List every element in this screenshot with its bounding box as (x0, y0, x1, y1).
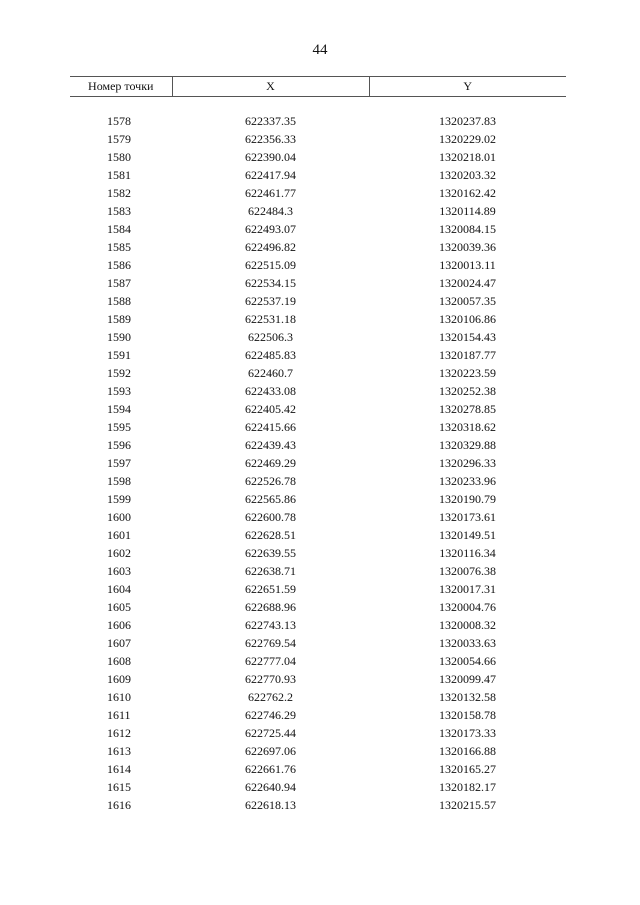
point-number-cell: 1591 (107, 348, 131, 362)
y-cell: 1320182.17 (439, 780, 496, 794)
point-number-cell: 1579 (107, 132, 131, 146)
y-cell: 1320252.38 (439, 384, 496, 398)
x-cell: 622762.2 (248, 690, 293, 704)
table-row (70, 184, 566, 202)
table-row (70, 166, 566, 184)
x-cell: 622390.04 (245, 150, 296, 164)
point-number-cell: 1610 (107, 690, 131, 704)
y-cell: 1320106.86 (439, 312, 496, 326)
point-number-cell: 1608 (107, 654, 131, 668)
y-cell: 1320203.32 (439, 168, 496, 182)
x-cell: 622531.18 (245, 312, 296, 326)
point-number-cell: 1595 (107, 420, 131, 434)
x-cell: 622725.44 (245, 726, 296, 740)
table-row (70, 724, 566, 742)
y-cell: 1320233.96 (439, 474, 496, 488)
x-cell: 622743.13 (245, 618, 296, 632)
point-number-cell: 1613 (107, 744, 131, 758)
x-cell: 622337.35 (245, 114, 296, 128)
point-number-cell: 1614 (107, 762, 131, 776)
table-row (70, 346, 566, 364)
table-row (70, 418, 566, 436)
point-number-cell: 1602 (107, 546, 131, 560)
x-cell: 622484.3 (248, 204, 293, 218)
point-number-cell: 1586 (107, 258, 131, 272)
x-cell: 622697.06 (245, 744, 296, 758)
table-row (70, 274, 566, 292)
y-cell: 1320296.33 (439, 456, 496, 470)
x-cell: 622433.08 (245, 384, 296, 398)
table-row (70, 562, 566, 580)
point-number-cell: 1603 (107, 564, 131, 578)
point-number-cell: 1592 (107, 366, 131, 380)
y-cell: 1320076.38 (439, 564, 496, 578)
x-cell: 622638.71 (245, 564, 296, 578)
point-number-cell: 1587 (107, 276, 131, 290)
x-cell: 622526.78 (245, 474, 296, 488)
coordinates-table (70, 76, 566, 814)
table-row (70, 112, 566, 130)
x-cell: 622600.78 (245, 510, 296, 524)
x-cell: 622746.29 (245, 708, 296, 722)
table-row (70, 292, 566, 310)
point-number-cell: 1607 (107, 636, 131, 650)
y-cell: 1320017.31 (439, 582, 496, 596)
point-number-cell: 1598 (107, 474, 131, 488)
y-cell: 1320008.32 (439, 618, 496, 632)
table-row (70, 616, 566, 634)
y-cell: 1320024.47 (439, 276, 496, 290)
table-row (70, 454, 566, 472)
y-cell: 1320223.59 (439, 366, 496, 380)
point-number-cell: 1578 (107, 114, 131, 128)
point-number-cell: 1589 (107, 312, 131, 326)
y-cell: 1320099.47 (439, 672, 496, 686)
y-cell: 1320084.15 (439, 222, 496, 236)
table-row (70, 382, 566, 400)
y-cell: 1320132.58 (439, 690, 496, 704)
y-cell: 1320039.36 (439, 240, 496, 254)
point-number-cell: 1594 (107, 402, 131, 416)
point-number-cell: 1604 (107, 582, 131, 596)
x-cell: 622688.96 (245, 600, 296, 614)
y-cell: 1320013.11 (439, 258, 496, 272)
point-number-cell: 1597 (107, 456, 131, 470)
point-number-cell: 1588 (107, 294, 131, 308)
point-number-cell: 1590 (107, 330, 131, 344)
table-row (70, 400, 566, 418)
x-cell: 622496.82 (245, 240, 296, 254)
x-cell: 622405.42 (245, 402, 296, 416)
y-cell: 1320004.76 (439, 600, 496, 614)
x-cell: 622493.07 (245, 222, 296, 236)
y-cell: 1320329.88 (439, 438, 496, 452)
table-body (70, 112, 566, 814)
table-row (70, 472, 566, 490)
point-number-cell: 1583 (107, 204, 131, 218)
table-row (70, 220, 566, 238)
y-cell: 1320215.57 (439, 798, 496, 812)
table-row (70, 796, 566, 814)
table-row (70, 742, 566, 760)
y-cell: 1320165.27 (439, 762, 496, 776)
x-cell: 622506.3 (248, 330, 293, 344)
table-row (70, 238, 566, 256)
x-cell: 622565.86 (245, 492, 296, 506)
table-row (70, 544, 566, 562)
table-row (70, 526, 566, 544)
x-cell: 622515.09 (245, 258, 296, 272)
table-row (70, 760, 566, 778)
x-cell: 622439.43 (245, 438, 296, 452)
point-number-cell: 1605 (107, 600, 131, 614)
point-number-cell: 1600 (107, 510, 131, 524)
x-cell: 622461.77 (245, 186, 296, 200)
y-cell: 1320166.88 (439, 744, 496, 758)
x-cell: 622356.33 (245, 132, 296, 146)
point-number-cell: 1615 (107, 780, 131, 794)
y-cell: 1320218.01 (439, 150, 496, 164)
y-cell: 1320190.79 (439, 492, 496, 506)
table-row (70, 436, 566, 454)
table-row (70, 148, 566, 166)
table-row (70, 634, 566, 652)
table-header (70, 77, 566, 97)
table-row (70, 328, 566, 346)
y-cell: 1320229.02 (439, 132, 496, 146)
x-cell: 622469.29 (245, 456, 296, 470)
table-row (70, 580, 566, 598)
x-cell: 622618.13 (245, 798, 296, 812)
y-cell: 1320162.42 (439, 186, 496, 200)
x-cell: 622460.7 (248, 366, 293, 380)
x-cell: 622537.19 (245, 294, 296, 308)
y-cell: 1320154.43 (439, 330, 496, 344)
table-row (70, 130, 566, 148)
x-cell: 622639.55 (245, 546, 296, 560)
y-cell: 1320033.63 (439, 636, 496, 650)
y-cell: 1320237.83 (439, 114, 496, 128)
table-row (70, 778, 566, 796)
x-cell: 622628.51 (245, 528, 296, 542)
table-row (70, 688, 566, 706)
point-number-cell: 1609 (107, 672, 131, 686)
point-number-cell: 1612 (107, 726, 131, 740)
table-row (70, 652, 566, 670)
header-spacer (70, 97, 566, 113)
point-number-cell: 1599 (107, 492, 131, 506)
x-cell: 622417.94 (245, 168, 296, 182)
x-cell: 622640.94 (245, 780, 296, 794)
y-cell: 1320116.34 (439, 546, 496, 560)
point-number-cell: 1611 (107, 708, 131, 722)
y-cell: 1320173.33 (439, 726, 496, 740)
point-number-cell: 1593 (107, 384, 131, 398)
x-cell: 622777.04 (245, 654, 296, 668)
point-number-cell: 1606 (107, 618, 131, 632)
y-cell: 1320054.66 (439, 654, 496, 668)
y-cell: 1320158.78 (439, 708, 496, 722)
x-cell: 622651.59 (245, 582, 296, 596)
header-point-number: Номер точки (70, 77, 172, 97)
table-row (70, 364, 566, 382)
table-row (70, 256, 566, 274)
table-row (70, 706, 566, 724)
header-y: Y (369, 77, 566, 97)
point-number-cell: 1581 (107, 168, 131, 182)
table-row (70, 310, 566, 328)
x-cell: 622661.76 (245, 762, 296, 776)
x-cell: 622485.83 (245, 348, 296, 362)
table-row (70, 598, 566, 616)
y-cell: 1320278.85 (439, 402, 496, 416)
point-number-cell: 1585 (107, 240, 131, 254)
point-number-cell: 1616 (107, 798, 131, 812)
page-number: 44 (312, 42, 328, 58)
point-number-cell: 1601 (107, 528, 131, 542)
y-cell: 1320318.62 (439, 420, 496, 434)
point-number-cell: 1580 (107, 150, 131, 164)
y-cell: 1320149.51 (439, 528, 496, 542)
table-row (70, 670, 566, 688)
y-cell: 1320057.35 (439, 294, 496, 308)
x-cell: 622769.54 (245, 636, 296, 650)
point-number-cell: 1584 (107, 222, 131, 236)
x-cell: 622415.66 (245, 420, 296, 434)
header-row (70, 77, 566, 97)
x-cell: 622534.15 (245, 276, 296, 290)
header-x: X (172, 77, 369, 97)
y-cell: 1320114.89 (439, 204, 496, 218)
table-row (70, 490, 566, 508)
table-row (70, 202, 566, 220)
x-cell: 622770.93 (245, 672, 296, 686)
point-number-cell: 1596 (107, 438, 131, 452)
point-number-cell: 1582 (107, 186, 131, 200)
table-row (70, 508, 566, 526)
y-cell: 1320173.61 (439, 510, 496, 524)
y-cell: 1320187.77 (439, 348, 496, 362)
